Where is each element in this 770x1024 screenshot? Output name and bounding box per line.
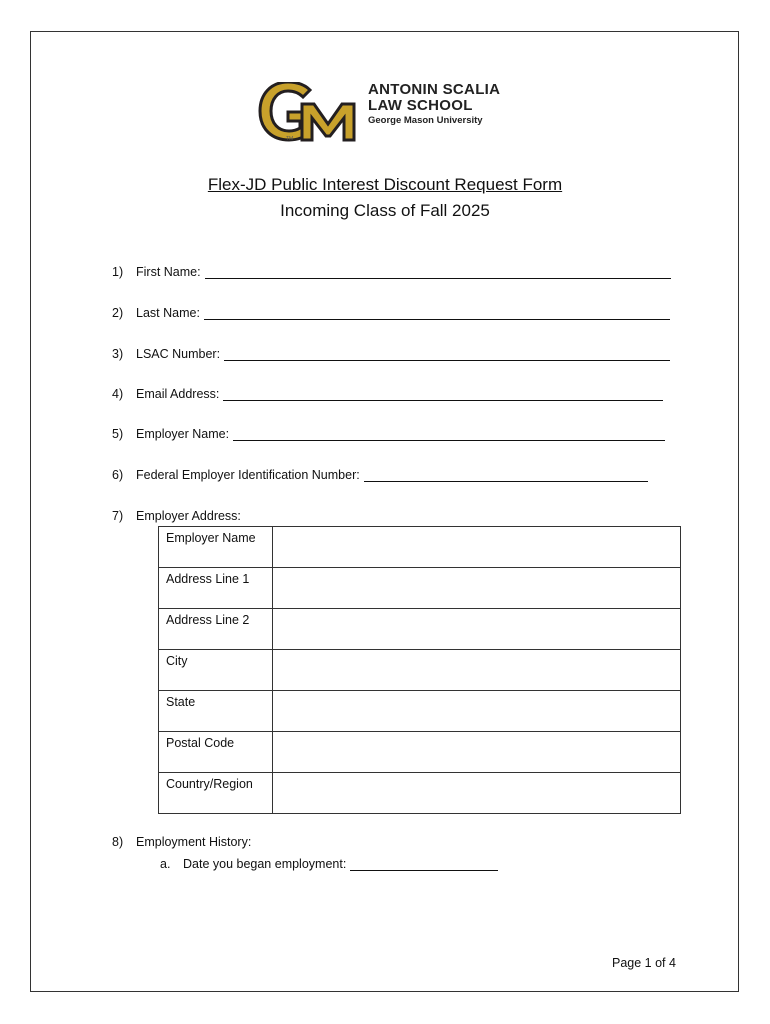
sub-field-label: Date you began employment:: [183, 857, 347, 871]
address-input-postal-code[interactable]: [273, 732, 681, 773]
last-name-field[interactable]: [112, 306, 670, 320]
field-label: First Name:: [136, 265, 201, 279]
employment-start-date-input[interactable]: [350, 858, 498, 871]
employer-address-table: [158, 526, 681, 814]
school-logo: [258, 82, 523, 146]
field-number: 7): [112, 509, 124, 523]
field-number: 4): [112, 387, 124, 401]
table-row: [159, 650, 681, 691]
logo-line-3: George Mason University: [368, 115, 483, 126]
address-label-postal-code: Postal Code: [159, 732, 273, 773]
table-row: [159, 691, 681, 732]
first-name-field[interactable]: [112, 265, 671, 279]
field-label: LSAC Number:: [136, 347, 221, 361]
field-number: 1): [112, 265, 124, 279]
address-input-state[interactable]: [273, 691, 681, 732]
address-input-line-2[interactable]: [273, 609, 681, 650]
employment-start-date-field[interactable]: [160, 857, 498, 871]
form-title: Flex-JD Public Interest Discount Request Form: [207, 175, 563, 194]
lsac-number-field[interactable]: [112, 347, 670, 361]
email-address-input[interactable]: [223, 388, 663, 401]
logo-line-1: ANTONIN SCALIA: [368, 81, 501, 98]
table-row: [159, 732, 681, 773]
lsac-number-input[interactable]: [224, 348, 670, 361]
employer-name-field[interactable]: [112, 427, 665, 441]
sub-field-letter: a.: [160, 857, 171, 871]
email-address-field[interactable]: [112, 387, 663, 401]
address-input-city[interactable]: [273, 650, 681, 691]
fein-input[interactable]: [364, 469, 648, 482]
field-number: 2): [112, 306, 124, 320]
address-label-city: City: [159, 650, 273, 691]
fein-field[interactable]: [112, 468, 648, 482]
field-number: 5): [112, 427, 124, 441]
table-row: [159, 527, 681, 568]
address-label-line-2: Address Line 2: [159, 609, 273, 650]
field-label: Employer Address:: [136, 509, 241, 523]
logo-line-2: LAW SCHOOL: [368, 97, 473, 114]
field-number: 8): [112, 835, 124, 849]
logo-text: [368, 82, 500, 127]
field-label: Employer Name:: [136, 427, 230, 441]
field-label: Email Address:: [136, 387, 220, 401]
address-label-country: Country/Region: [159, 773, 273, 814]
address-input-employer-name[interactable]: [273, 527, 681, 568]
address-input-country[interactable]: [273, 773, 681, 814]
field-label: Last Name:: [136, 306, 200, 320]
table-row: [159, 568, 681, 609]
gm-logo-icon: [258, 82, 358, 144]
field-label: Federal Employer Identification Number:: [136, 468, 360, 482]
address-label-state: State: [159, 691, 273, 732]
first-name-input[interactable]: [205, 266, 671, 279]
table-row: [159, 609, 681, 650]
address-input-line-1[interactable]: [273, 568, 681, 609]
table-row: [159, 773, 681, 814]
last-name-input[interactable]: [204, 307, 670, 320]
employment-history-field: [112, 835, 251, 849]
address-label-line-1: Address Line 1: [159, 568, 273, 609]
address-label-employer-name: Employer Name: [159, 527, 273, 568]
employer-address-field: [112, 509, 241, 523]
page-number: Page 1 of 4: [612, 956, 676, 970]
field-number: 6): [112, 468, 124, 482]
logo-trademark: TM: [286, 136, 294, 142]
field-number: 3): [112, 347, 124, 361]
employer-name-input[interactable]: [233, 428, 665, 441]
form-subtitle: Incoming Class of Fall 2025: [280, 201, 490, 220]
field-label: Employment History:: [136, 835, 252, 849]
